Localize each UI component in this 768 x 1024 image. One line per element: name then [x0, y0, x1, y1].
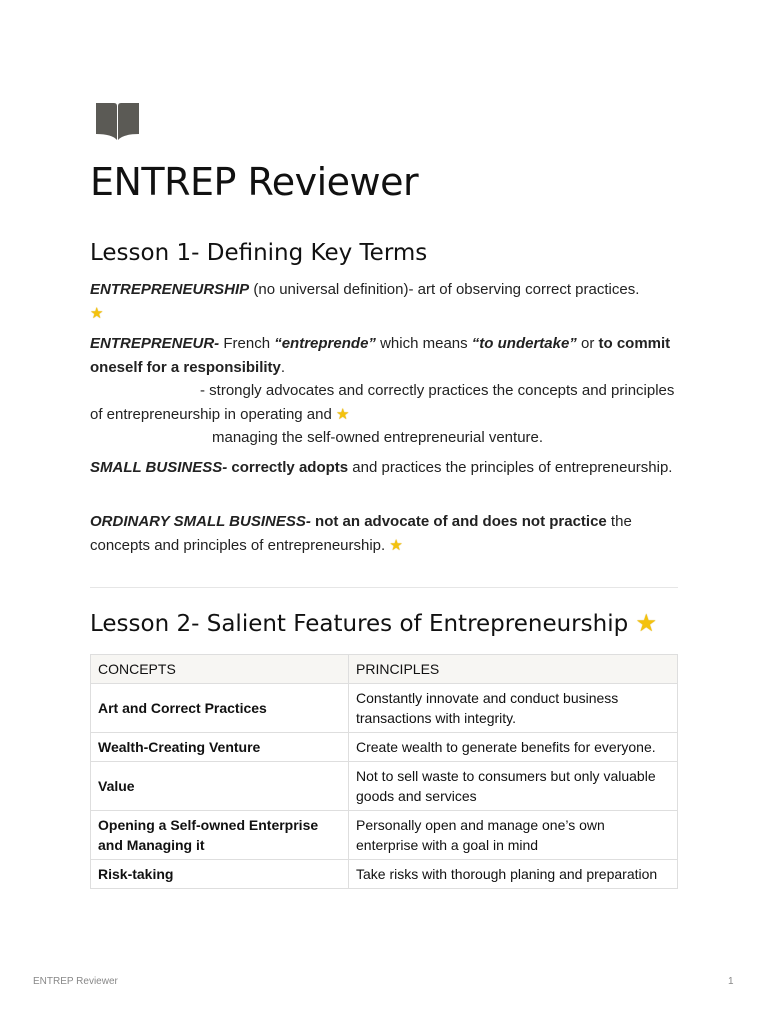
small-business-bold: correctly adopts: [227, 459, 349, 476]
star-icon: ★: [90, 304, 104, 322]
table-row: [91, 733, 678, 762]
ordinary-small-business-bold: not an advocate of and does not practice: [310, 513, 607, 530]
entrepreneur-line2: - strongly advocates and correctly practices the concepts and principles of entrepreneurship in operating and: [90, 382, 675, 423]
meaning-phrase: “to undertake”: [471, 335, 577, 352]
term-small-business: SMALL BUSINESS-: [90, 459, 228, 476]
concept-cell: Art and Correct Practices: [91, 684, 349, 733]
french-word: “entreprende”: [274, 335, 376, 352]
lesson2-heading-text: Lesson 2- Salient Features of Entrepreneurship: [90, 611, 629, 637]
commit-phrase: to commit oneself for a responsibility: [90, 335, 671, 376]
term-entrepreneurship: ENTREPRENEURSHIP: [90, 281, 250, 298]
star-icon: ★: [389, 536, 403, 554]
entrepreneur-definition: [90, 332, 680, 450]
table-header-row: [91, 655, 678, 684]
entrepreneur-text-4: .: [280, 358, 286, 376]
entrepreneur-text-1: French: [219, 335, 275, 352]
principle-cell: Take risks with thorough planing and preparation: [349, 860, 678, 889]
table-row: [91, 684, 678, 733]
table-row: [91, 762, 678, 811]
star-icon: ★: [336, 405, 350, 423]
small-business-text: and practices the principles of entrepreneurship.: [348, 459, 673, 476]
lesson1-heading: Lesson 1- Defining Key Terms: [90, 240, 428, 266]
term-ordinary-small-business: ORDINARY SMALL BUSINESS-: [90, 513, 311, 530]
term-entrepreneur: ENTREPRENEUR-: [90, 335, 220, 352]
ordinary-small-business-text: the concepts and principles of entrepreneurship.: [90, 513, 632, 554]
small-business-definition: [90, 456, 680, 480]
ordinary-small-business-definition: [90, 510, 680, 557]
concept-cell: Value: [91, 762, 349, 811]
features-table: [90, 654, 678, 889]
concept-cell: Risk-taking: [91, 860, 349, 889]
column-header-principles: PRINCIPLES: [349, 655, 678, 684]
principle-cell: Not to sell waste to consumers but only valuable goods and services: [349, 762, 678, 811]
footer-page-number: 1: [728, 976, 734, 987]
principle-cell: Create wealth to generate benefits for everyone.: [349, 733, 678, 762]
entrepreneur-text-2: which means: [375, 335, 472, 352]
footer-doc-title: ENTREP Reviewer: [33, 976, 118, 987]
star-icon: ★: [635, 609, 658, 637]
book-icon: [94, 101, 141, 141]
column-header-concepts: CONCEPTS: [91, 655, 349, 684]
principle-cell: Constantly innovate and conduct business transactions with integrity.: [349, 684, 678, 733]
lesson2-heading: [90, 609, 657, 637]
entrepreneur-line3: managing the self-owned entrepreneurial venture.: [212, 429, 544, 446]
principle-cell: Personally open and manage one’s own enterprise with a goal in mind: [349, 811, 678, 860]
page-title: ENTREP Reviewer: [90, 160, 419, 204]
section-divider: [90, 587, 678, 588]
table-row: [91, 860, 678, 889]
table-row: [91, 811, 678, 860]
concept-cell: Wealth-Creating Venture: [91, 733, 349, 762]
entrepreneurship-text: (no universal definition)- art of observing correct practices.: [249, 281, 640, 298]
entrepreneurship-definition: [90, 278, 680, 325]
concept-cell: Opening a Self-owned Enterprise and Managing it: [91, 811, 349, 860]
entrepreneur-text-3: or: [576, 335, 599, 352]
